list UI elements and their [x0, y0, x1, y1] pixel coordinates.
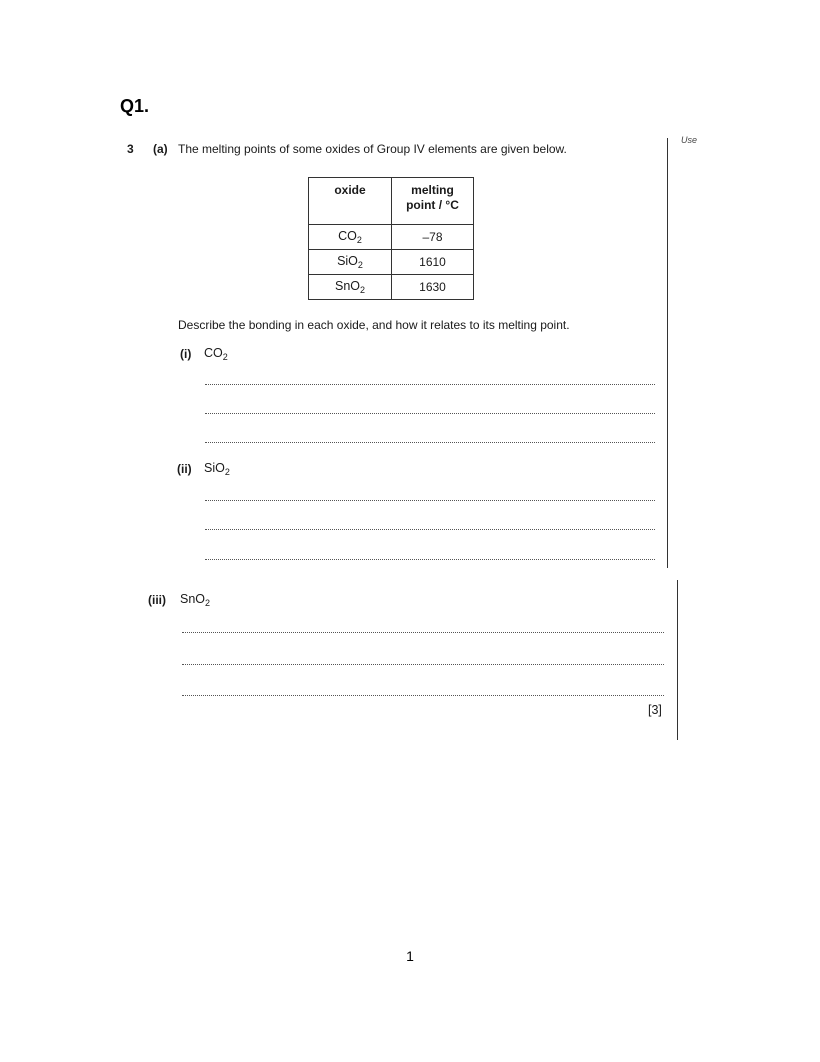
margin-label: Use	[681, 135, 698, 145]
margin-line-upper	[667, 138, 668, 568]
question-title: Q1.	[120, 96, 150, 116]
answer-line[interactable]	[205, 442, 655, 443]
answer-line[interactable]	[182, 695, 664, 696]
subpart-formula-i: $CO_2$	[204, 346, 228, 362]
melting-point-cell: –78	[392, 225, 474, 250]
instruction-text: Describe the bonding in each oxide, and how it relates to its melting point.	[178, 318, 570, 332]
answer-line[interactable]	[205, 529, 655, 530]
oxide-cell: SiO$_2$	[309, 250, 392, 275]
oxide-cell: SnO$_2$	[309, 275, 392, 300]
subpart-label-iii: (iii)	[148, 593, 166, 607]
answer-line[interactable]	[205, 413, 655, 414]
header-melting-point	[392, 178, 474, 225]
question-intro: The melting points of some oxides of Group IV elements are given below.	[178, 142, 567, 156]
question-number: 3	[127, 142, 134, 156]
oxide-cell: $CO_2$	[309, 225, 392, 250]
table-row	[309, 250, 474, 275]
header-point-unit: point / °C	[406, 198, 459, 212]
page-number: 1	[406, 948, 414, 964]
melting-point-cell: 1610	[392, 250, 474, 275]
answer-line[interactable]	[205, 384, 655, 385]
table-header-row	[309, 178, 474, 225]
table-row	[309, 225, 474, 250]
marks-allocation: [3]	[648, 703, 662, 717]
margin-line-lower	[677, 580, 678, 740]
melting-points-table	[308, 177, 474, 300]
subpart-formula-ii: SiO$_2$	[204, 461, 230, 477]
subpart-formula-iii: SnO$_2$	[180, 592, 211, 608]
header-melting: melting	[411, 183, 454, 197]
answer-line[interactable]	[205, 500, 655, 501]
answer-line[interactable]	[182, 632, 664, 633]
table-row	[309, 275, 474, 300]
subpart-label-i: (i)	[180, 347, 192, 361]
part-label: (a)	[153, 142, 168, 156]
melting-point-cell: 1630	[392, 275, 474, 300]
header-oxide: oxide	[309, 178, 392, 225]
answer-line[interactable]	[182, 664, 664, 665]
subpart-label-ii: (ii)	[177, 462, 192, 476]
answer-line[interactable]	[205, 559, 655, 560]
